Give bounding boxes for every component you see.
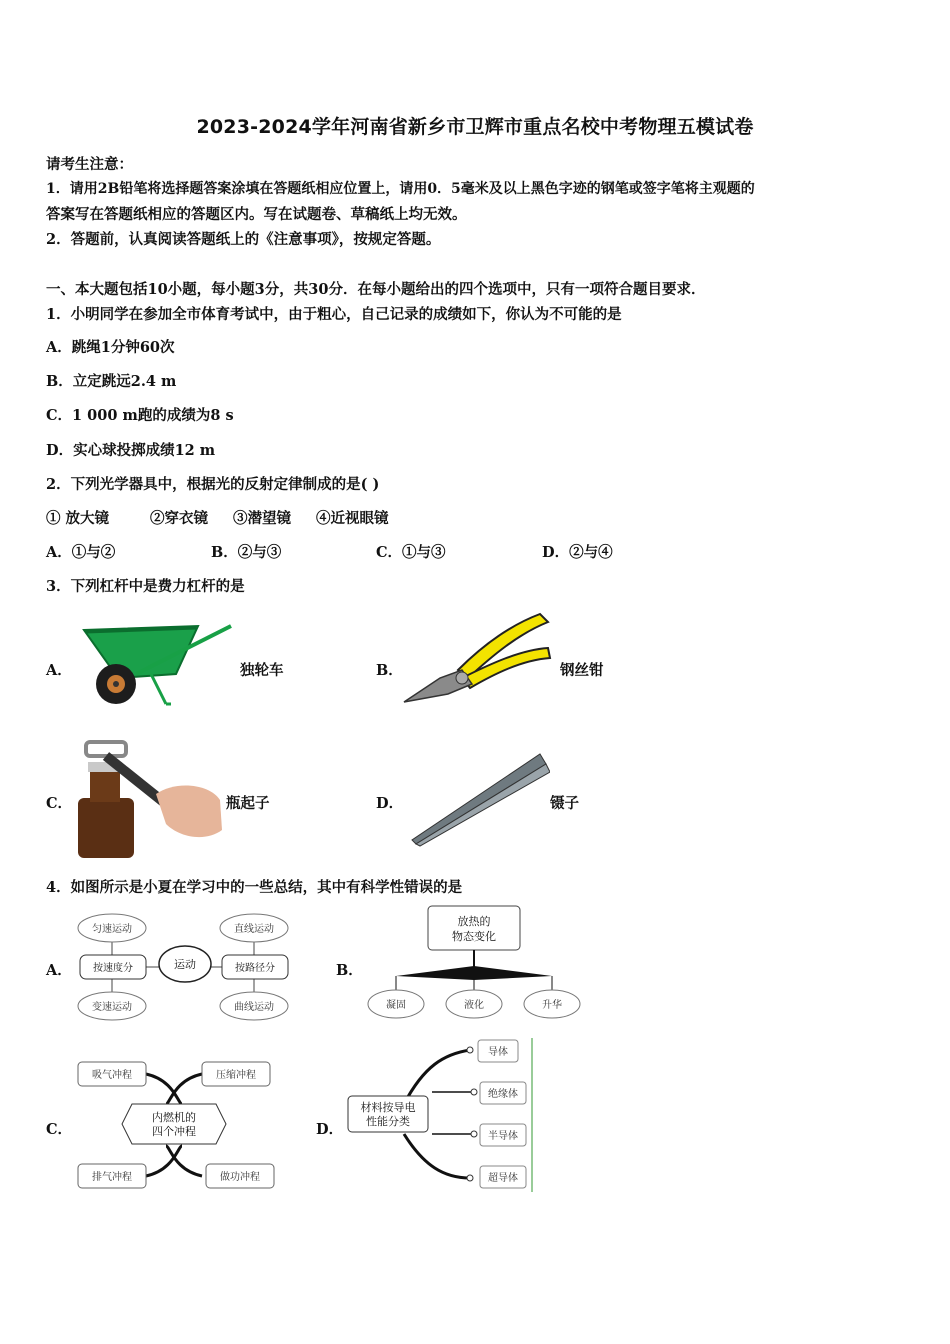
q1-option-d: D．实心球投掷成绩12 m xyxy=(46,442,216,459)
diagram-a-motion xyxy=(74,910,296,1024)
diagram-c-top-right: 压缩冲程 xyxy=(216,1070,256,1081)
diagram-a-top-right: 直线运动 xyxy=(234,924,274,935)
pliers-image xyxy=(400,608,556,708)
diagram-d-center-line-1: 材料按导电 xyxy=(360,1101,416,1114)
q4-label-c: C． xyxy=(46,1121,73,1138)
diagram-c-engine xyxy=(74,1056,276,1192)
q2-option-c: C．①与③ xyxy=(376,544,446,561)
diagram-c-bottom-right: 做功冲程 xyxy=(220,1172,260,1183)
diagram-b-top-line-1: 放热的 xyxy=(457,915,491,928)
q2-item-4: ④近视眼镜 xyxy=(316,510,389,527)
diagram-d-center-line-2: 性能分类 xyxy=(366,1115,410,1128)
q2-item-1: ① 放大镜 xyxy=(46,510,110,527)
diagram-d-item-3: 半导体 xyxy=(488,1131,518,1142)
diagram-b-child-1: 凝固 xyxy=(386,1000,406,1011)
q4-label-d: D． xyxy=(316,1121,344,1138)
q3-label-c: C． xyxy=(46,795,73,812)
diagram-a-bottom-right: 曲线运动 xyxy=(234,1002,274,1013)
q1-stem: 1．小明同学在参加全市体育考试中，由于粗心，自己记录的成绩如下，你认为不可能的是 xyxy=(46,306,622,323)
q3-name-a: 独轮车 xyxy=(240,662,284,679)
diagram-d-item-1: 导体 xyxy=(488,1047,508,1058)
q2-stem: 2．下列光学器具中，根据光的反射定律制成的是( ) xyxy=(46,476,380,493)
diagram-d-item-2: 绝缘体 xyxy=(488,1089,518,1100)
diagram-c-bottom-left: 排气冲程 xyxy=(92,1172,132,1183)
diagram-b-phase-change xyxy=(362,904,584,1024)
q1-option-c: C．1 000 m跑的成绩为8 s xyxy=(46,407,234,424)
tweezers-image xyxy=(408,750,550,848)
q3-name-c: 瓶起子 xyxy=(226,795,270,812)
notice-line-1: 1．请用2B铅笔将选择题答案涂填在答题纸相应位置上，请用0．5毫米及以上黑色字迹的钢笔或签字笔将主观题的 xyxy=(46,181,755,197)
diagram-c-center-line-2: 四个冲程 xyxy=(152,1125,196,1138)
wheelbarrow-image xyxy=(76,612,236,710)
diagram-b-child-3: 升华 xyxy=(542,1000,562,1011)
q2-item-2: ②穿衣镜 xyxy=(150,510,208,527)
q3-label-b: B． xyxy=(376,662,403,679)
q3-stem: 3．下列杠杆中是费力杠杆的是 xyxy=(46,578,245,595)
notice-line-2: 答案写在答题纸相应的答题区内。写在试题卷、草稿纸上均无效。 xyxy=(46,206,467,223)
notice-line-3: 2．答题前，认真阅读答题纸上的《注意事项》，按规定答题。 xyxy=(46,231,441,248)
diagram-c-top-left: 吸气冲程 xyxy=(92,1070,132,1081)
page-title: 2023-2024学年河南省新乡市卫辉市重点名校中考物理五模试卷 xyxy=(196,116,754,138)
q2-option-b: B．②与③ xyxy=(211,544,282,561)
diagram-d-item-4: 超导体 xyxy=(488,1173,518,1184)
diagram-a-top-left: 匀速运动 xyxy=(92,924,132,935)
q4-stem: 4．如图所示是小夏在学习中的一些总结，其中有科学性错误的是 xyxy=(46,879,463,896)
q4-label-a: A． xyxy=(46,962,72,979)
diagram-a-center: 运动 xyxy=(174,958,196,971)
q1-option-b: B．立定跳远2.4 m xyxy=(46,373,177,390)
section-heading: 一、本大题包括10小题，每小题3分，共30分．在每小题给出的四个选项中，只有一项符合题目要求． xyxy=(46,281,706,298)
q3-name-b: 钢丝钳 xyxy=(560,662,604,679)
diagram-d-materials xyxy=(344,1036,540,1196)
q3-name-d: 镊子 xyxy=(550,795,579,812)
q4-label-b: B． xyxy=(336,962,363,979)
diagram-a-left: 按速度分 xyxy=(93,963,133,974)
q2-option-d: D．②与④ xyxy=(542,544,613,561)
bottle-opener-image xyxy=(76,740,224,858)
q2-item-3: ③潜望镜 xyxy=(233,510,291,527)
q3-label-d: D． xyxy=(376,795,404,812)
diagram-b-top-line-2: 物态变化 xyxy=(452,930,496,943)
q2-option-a: A．①与② xyxy=(46,544,116,561)
q1-option-a: A．跳绳1分钟60次 xyxy=(46,339,175,356)
diagram-c-center-line-1: 内燃机的 xyxy=(152,1111,196,1124)
notice-heading: 请考生注意： xyxy=(46,156,133,173)
diagram-b-child-2: 液化 xyxy=(464,1000,484,1011)
diagram-a-bottom-left: 变速运动 xyxy=(92,1002,132,1013)
q3-label-a: A． xyxy=(46,662,72,679)
diagram-a-right: 按路径分 xyxy=(235,963,275,974)
